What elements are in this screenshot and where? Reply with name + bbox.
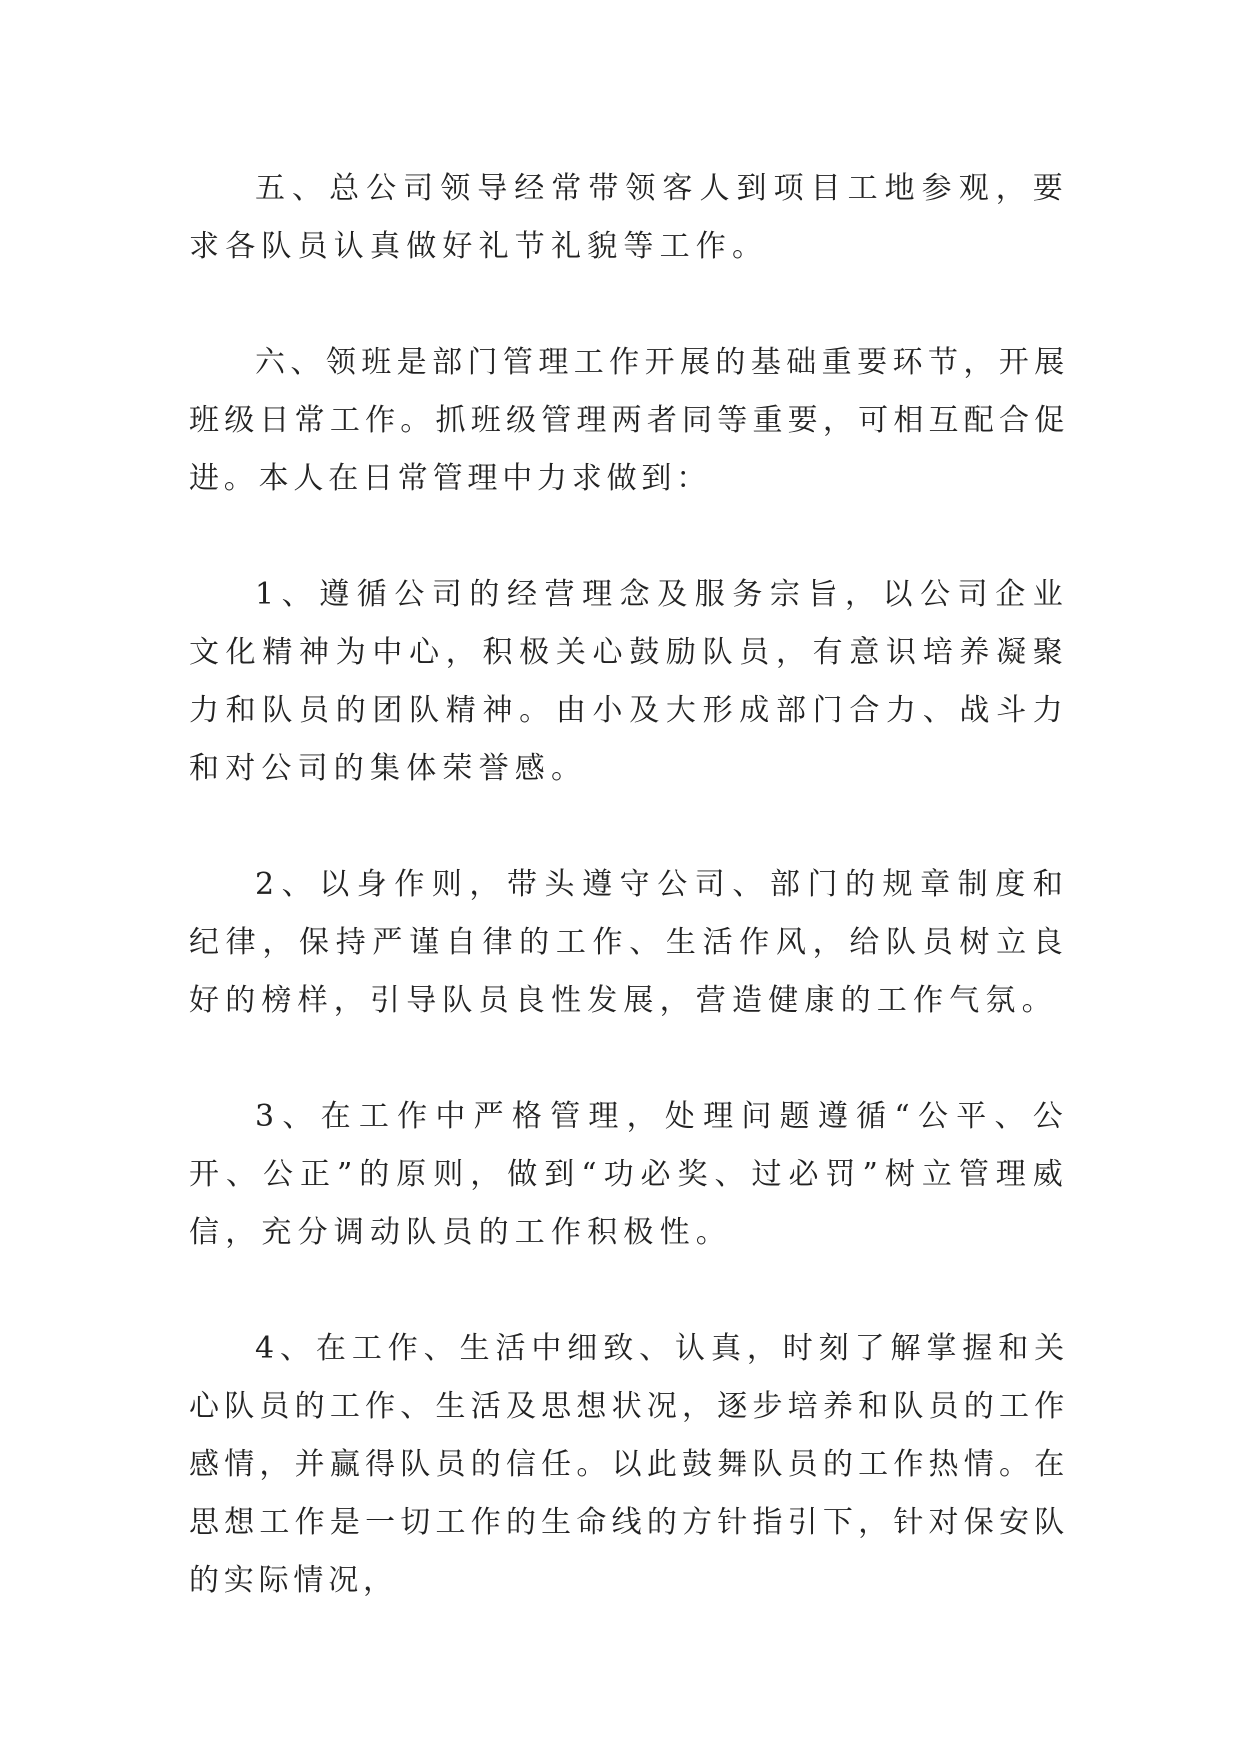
paragraph-6: 六、领班是部门管理工作开展的基础重要环节，开展班级日常工作。抓班级管理两者同等重要，可相互配合促进。本人在日常管理中力求做到： — [189, 345, 1069, 496]
paragraph-item-3: 3、在工作中严格管理，处理问题遵循“公平、公开、公正”的原则，做到“功必奖、过必罚”树立管理威信，充分调动队员的工作积极性。 — [189, 1099, 1069, 1250]
paragraph-5: 五、总公司领导经常带领客人到项目工地参观，要求各队员认真做好礼节礼貌等工作。 — [189, 171, 1069, 264]
paragraph-item-2: 2、以身作则，带头遵守公司、部门的规章制度和纪律，保持严谨自律的工作、生活作风，给队员树立良好的榜样，引导队员良性发展，营造健康的工作气氛。 — [189, 867, 1069, 1018]
document-body — [189, 160, 1069, 1610]
paragraph-item-1: 1、遵循公司的经营理念及服务宗旨，以公司企业文化精神为中心，积极关心鼓励队员，有意识培养凝聚力和队员的团队精神。由小及大形成部门合力、战斗力和对公司的集体荣誉感。 — [189, 577, 1069, 786]
paragraph-item-4: 4、在工作、生活中细致、认真，时刻了解掌握和关心队员的工作、生活及思想状况，逐步培养和队员的工作感情，并赢得队员的信任。以此鼓舞队员的工作热情。在思想工作是一切工作的生命线的方针指引下，针对保安队的实际情况， — [189, 1331, 1069, 1598]
